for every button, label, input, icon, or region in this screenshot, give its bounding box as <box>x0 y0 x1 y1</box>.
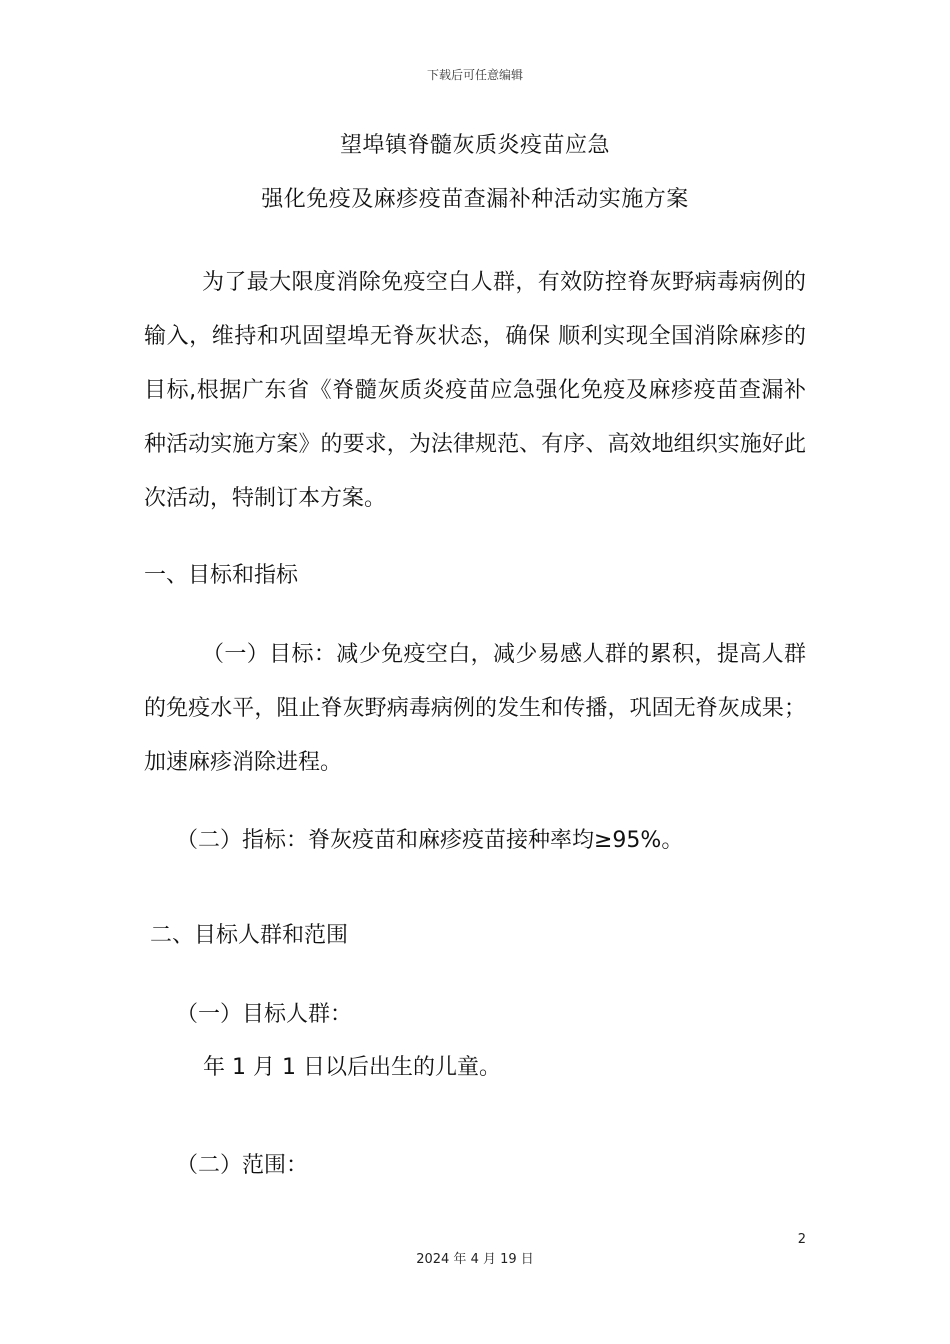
page-number: 2 <box>797 1232 806 1247</box>
section-2-birth-criteria: 年 1 月 1 日以后出生的儿童。 <box>203 1055 501 1080</box>
section-1-goal-paragraph: （一）目标：减少免疫空白，减少易感人群的累积，提高人群的免疫水平，阻止脊灰野病毒病例的发生和传播，巩固无脊灰成果；加速麻疹消除进程。 <box>144 642 806 775</box>
intro-paragraph: 为了最大限度消除免疫空白人群，有效防控脊灰野病毒病例的输入，维持和巩固望埠无脊灰状态，确保 顺利实现全国消除麻疹的目标,根据广东省《脊髓灰质炎疫苗应急强化免疫及麻疹疫苗查漏补种活动实施方案》的要求，为法律规范、有序、高效地组织实施好此次活动，特制订本方案。 <box>144 270 806 511</box>
section-2-target-population: （一）目标人群： <box>176 1002 353 1027</box>
section-2-scope: （二）范围： <box>176 1153 309 1178</box>
header-note: 下载后可任意编辑 <box>426 68 523 82</box>
footer-date: 2024 年 4 月 19 日 <box>416 1252 534 1267</box>
section-1-heading: 一、目标和指标 <box>144 563 299 588</box>
section-1-indicator: （二）指标：脊灰疫苗和麻疹疫苗接种率均≥95%。 <box>176 828 684 853</box>
document-title-line-2: 强化免疫及麻疹疫苗查漏补种活动实施方案 <box>261 187 689 212</box>
section-2-heading: 二、目标人群和范围 <box>150 923 349 948</box>
document-title-line-1: 望埠镇脊髓灰质炎疫苗应急 <box>339 133 610 158</box>
